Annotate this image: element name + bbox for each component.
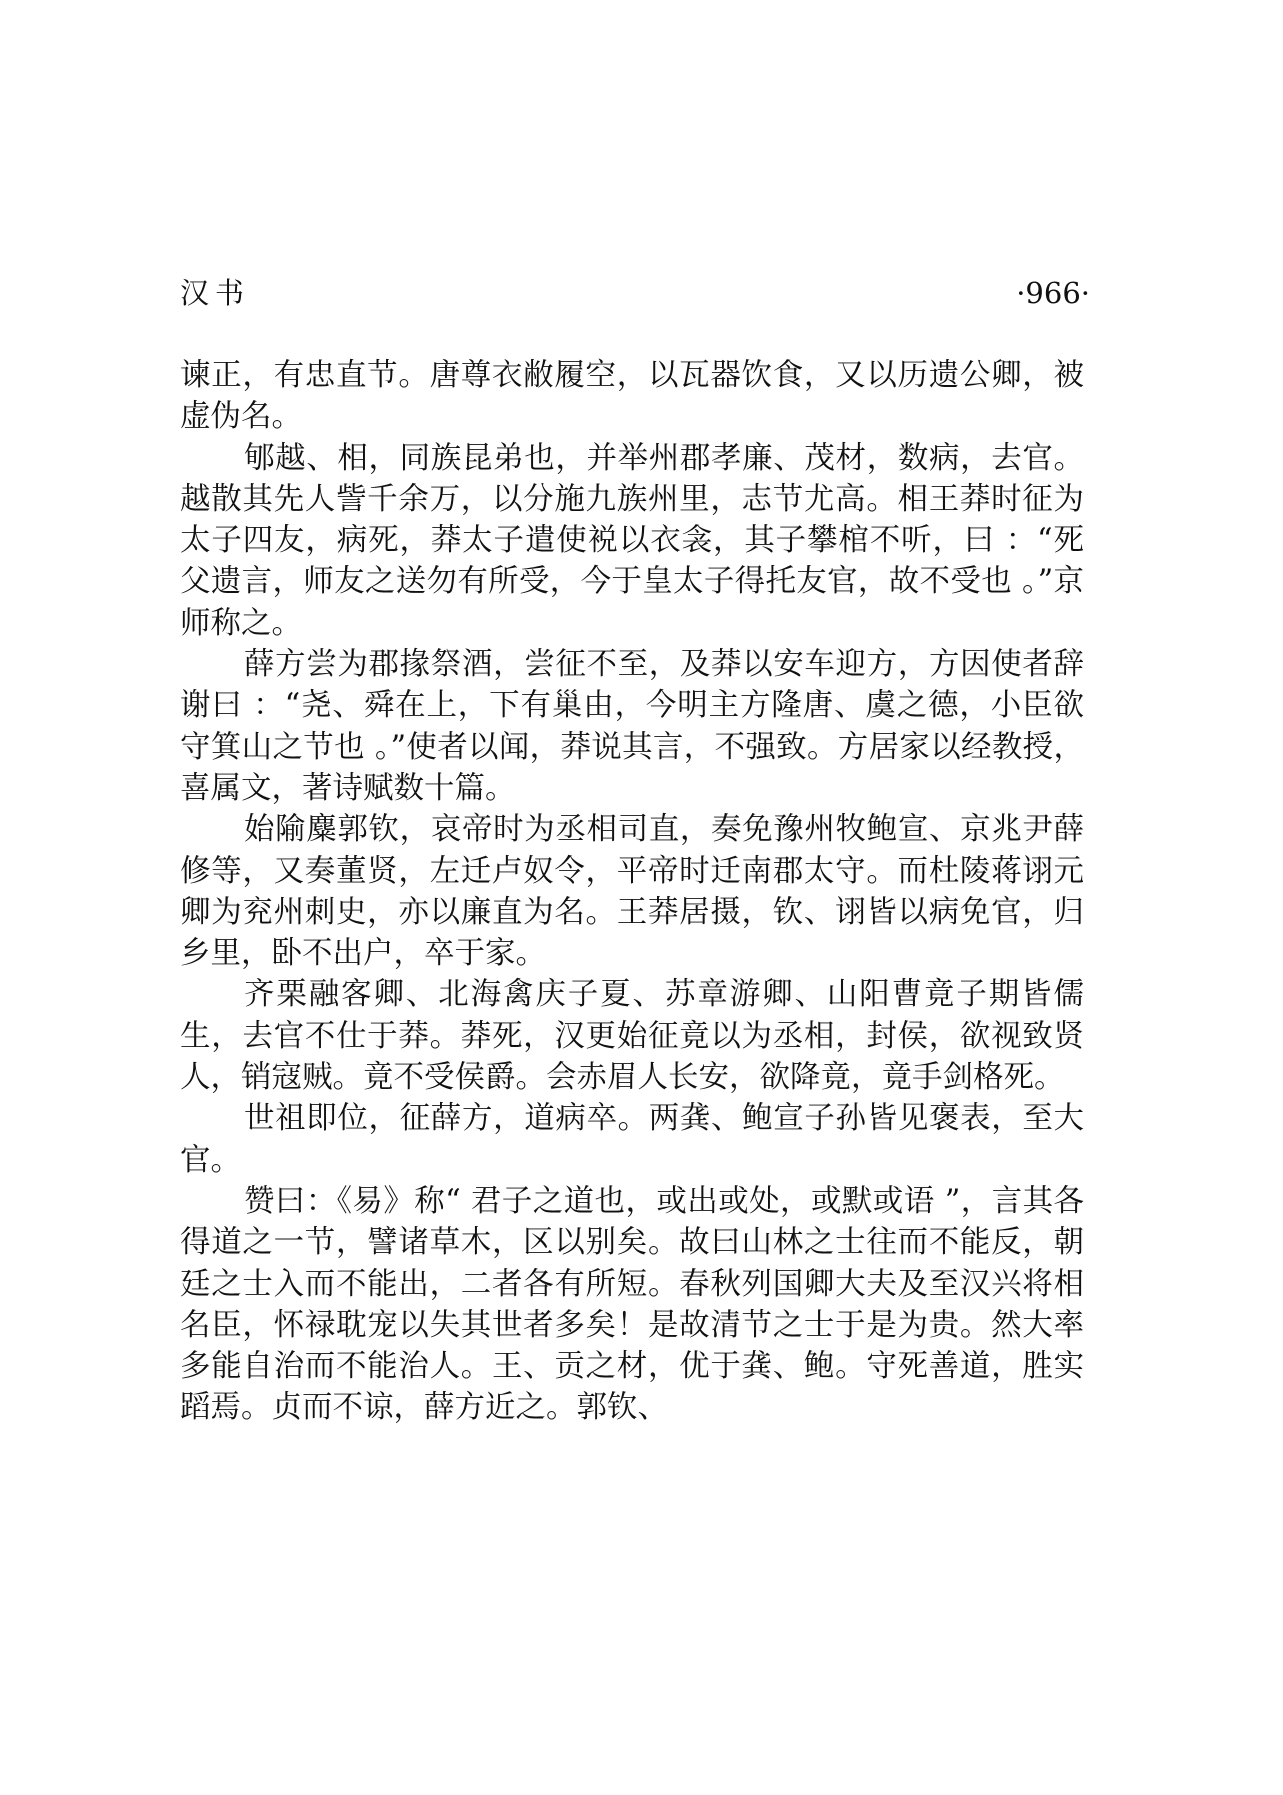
paragraph-continuation: 谏正，有忠直节。唐尊衣敝履空，以瓦器饮食，又以历遗公卿，被虚伪名。: [180, 358, 1084, 435]
paragraph-xun-yue: 郇越、相，同族昆弟也，并举州郡孝廉、茂材，数病，去官。越散其先人訾千余万，以分施九族州里，志节尤高。相王莽时征为太子四友，病死，莽太子遣使裞以衣衾，其子攀棺不听，曰 ：“死父遗言，师友之送勿有所受，今于皇太子得托友官，故不受也 。”京师称之。: [180, 440, 1084, 641]
paragraph-zan: 赞曰：《易》称“ 君子之道也，或出或处，或默或语 ”，言其各得道之一节，譬诸草木，区以别矣。故曰山林之士往而不能反，朝廷之士入而不能出，二者各有所短。春秋列国卿大夫及至汉兴将相名臣，怀禄耽宠以失其世者多矣！是故清节之士于是为贵。然大率多能自治而不能治人。王、贡之材，优于龚、鲍。守死善道，胜实蹈焉。贞而不谅，薛方近之。郭钦、: [180, 1183, 1084, 1426]
paragraph-qi-li-rong: 齐栗融客卿、北海禽庆子夏、苏章游卿、山阳曹竟子期皆儒生，去官不仕于莽。莽死，汉更始征竟以为丞相，封侯，欲视致贤人，销寇贼。竟不受侯爵。会赤眉人长安，欲降竟，竟手剑格死。: [180, 977, 1084, 1096]
paragraph-guo-qin: 始隃麋郭钦，哀帝时为丞相司直，奏免豫州牧鲍宣、京兆尹薛修等，又奏董贤，左迁卢奴令，平帝时迁南郡太守。而杜陵蒋诩元卿为兖州刺史，亦以廉直为名。王莽居摄，钦、诩皆以病免官，归乡里，卧不出户，卒于家。: [180, 812, 1084, 972]
body-text: [180, 355, 1084, 1429]
paragraph-shizu: 世祖即位，征薛方，道病卒。两龚、鲍宣子孙皆见褒表，至大官。: [180, 1101, 1084, 1178]
book-title: 汉书: [180, 276, 251, 310]
running-header: [180, 270, 1090, 316]
page-number: ·966·: [1016, 276, 1090, 310]
paragraph-xue-fang: 薛方尝为郡掾祭酒，尝征不至，及莽以安车迎方，方因使者辞谢曰 ：“尧、舜在上，下有巢由，今明主方隆唐、虞之德，小臣欲守箕山之节也 。”使者以闻，莽说其言，不强致。方居家以经教授，喜属文，著诗赋数十篇。: [180, 647, 1084, 806]
